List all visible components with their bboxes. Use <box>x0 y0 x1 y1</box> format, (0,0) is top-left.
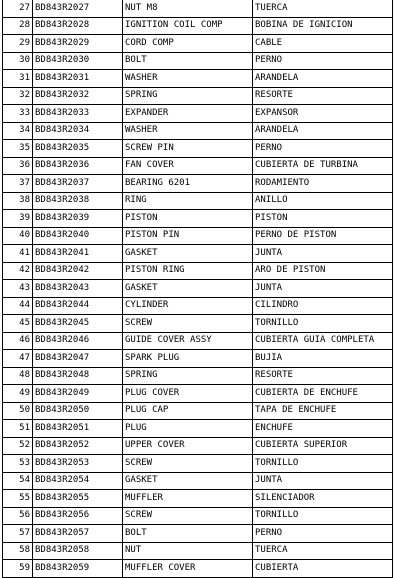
spanish-description-cell: ARANDELA <box>253 122 393 140</box>
part-code-cell: BD843R2032 <box>33 87 123 105</box>
table-row <box>3 140 393 158</box>
table-row <box>3 70 393 88</box>
english-description-cell: SCREW PIN <box>123 140 253 158</box>
part-code-cell: BD843R2037 <box>33 175 123 193</box>
table-row <box>3 175 393 193</box>
english-description-cell: FAN COVER <box>123 157 253 175</box>
english-description-cell: WASHER <box>123 70 253 88</box>
spanish-description-cell: BUJIA <box>253 350 393 368</box>
part-code-cell: BD843R2057 <box>33 525 123 543</box>
english-description-cell: GUIDE COVER ASSY <box>123 332 253 350</box>
table-row <box>3 280 393 298</box>
english-description-cell: GASKET <box>123 472 253 490</box>
spanish-description-cell: CUBIERTA <box>253 560 393 578</box>
item-number-cell: 53 <box>3 455 33 473</box>
item-number-cell: 42 <box>3 262 33 280</box>
table-row <box>3 35 393 53</box>
spanish-description-cell: CILINDRO <box>253 297 393 315</box>
table-row <box>3 192 393 210</box>
english-description-cell: RING <box>123 192 253 210</box>
table-row <box>3 17 393 35</box>
english-description-cell: PISTON <box>123 210 253 228</box>
english-description-cell: BOLT <box>123 525 253 543</box>
part-code-cell: BD843R2055 <box>33 490 123 508</box>
english-description-cell: UPPER COVER <box>123 437 253 455</box>
spanish-description-cell: JUNTA <box>253 280 393 298</box>
table-row <box>3 245 393 263</box>
spanish-description-cell: CUBIERTA DE ENCHUFE <box>253 385 393 403</box>
spanish-description-cell: RESORTE <box>253 367 393 385</box>
english-description-cell: MUFFLER COVER <box>123 560 253 578</box>
english-description-cell: SCREW <box>123 455 253 473</box>
part-code-cell: BD843R2031 <box>33 70 123 88</box>
spanish-description-cell: TORNILLO <box>253 507 393 525</box>
part-code-cell: BD843R2052 <box>33 437 123 455</box>
spanish-description-cell: PERNO <box>253 140 393 158</box>
english-description-cell: EXPANDER <box>123 105 253 123</box>
table-row <box>3 297 393 315</box>
item-number-cell: 30 <box>3 52 33 70</box>
part-code-cell: BD843R2035 <box>33 140 123 158</box>
spanish-description-cell: PERNO DE PISTON <box>253 227 393 245</box>
part-code-cell: BD843R2051 <box>33 420 123 438</box>
english-description-cell: PLUG CAP <box>123 402 253 420</box>
item-number-cell: 50 <box>3 402 33 420</box>
parts-table-body <box>3 0 393 577</box>
table-row <box>3 367 393 385</box>
table-row <box>3 455 393 473</box>
table-row <box>3 350 393 368</box>
item-number-cell: 54 <box>3 472 33 490</box>
table-row <box>3 542 393 560</box>
item-number-cell: 59 <box>3 560 33 578</box>
english-description-cell: PISTON RING <box>123 262 253 280</box>
spanish-description-cell: CABLE <box>253 35 393 53</box>
part-code-cell: BD843R2039 <box>33 210 123 228</box>
spanish-description-cell: CUBIERTA GUIA COMPLETA <box>253 332 393 350</box>
part-code-cell: BD843R2033 <box>33 105 123 123</box>
part-code-cell: BD843R2036 <box>33 157 123 175</box>
part-code-cell: BD843R2045 <box>33 315 123 333</box>
english-description-cell: SCREW <box>123 315 253 333</box>
part-code-cell: BD843R2058 <box>33 542 123 560</box>
item-number-cell: 39 <box>3 210 33 228</box>
item-number-cell: 27 <box>3 0 33 17</box>
part-code-cell: BD843R2040 <box>33 227 123 245</box>
spanish-description-cell: RESORTE <box>253 87 393 105</box>
table-row <box>3 105 393 123</box>
table-row <box>3 315 393 333</box>
part-code-cell: BD843R2054 <box>33 472 123 490</box>
item-number-cell: 49 <box>3 385 33 403</box>
item-number-cell: 40 <box>3 227 33 245</box>
part-code-cell: BD843R2050 <box>33 402 123 420</box>
part-code-cell: BD843R2048 <box>33 367 123 385</box>
spanish-description-cell: JUNTA <box>253 245 393 263</box>
english-description-cell: SPARK PLUG <box>123 350 253 368</box>
spanish-description-cell: CUBIERTA SUPERIOR <box>253 437 393 455</box>
item-number-cell: 38 <box>3 192 33 210</box>
item-number-cell: 37 <box>3 175 33 193</box>
table-row <box>3 157 393 175</box>
spanish-description-cell: ANILLO <box>253 192 393 210</box>
item-number-cell: 36 <box>3 157 33 175</box>
spanish-description-cell: BOBINA DE IGNICION <box>253 17 393 35</box>
english-description-cell: CORD COMP <box>123 35 253 53</box>
table-row <box>3 472 393 490</box>
item-number-cell: 46 <box>3 332 33 350</box>
table-row <box>3 262 393 280</box>
table-row <box>3 122 393 140</box>
english-description-cell: WASHER <box>123 122 253 140</box>
item-number-cell: 58 <box>3 542 33 560</box>
spanish-description-cell: SILENCIADOR <box>253 490 393 508</box>
part-code-cell: BD843R2038 <box>33 192 123 210</box>
table-row <box>3 87 393 105</box>
spanish-description-cell: PERNO <box>253 525 393 543</box>
spanish-description-cell: TUERCA <box>253 542 393 560</box>
item-number-cell: 31 <box>3 70 33 88</box>
table-row <box>3 560 393 578</box>
part-code-cell: BD843R2034 <box>33 122 123 140</box>
table-row <box>3 52 393 70</box>
item-number-cell: 47 <box>3 350 33 368</box>
table-row <box>3 385 393 403</box>
part-code-cell: BD843R2042 <box>33 262 123 280</box>
parts-table <box>2 0 393 578</box>
part-code-cell: BD843R2047 <box>33 350 123 368</box>
item-number-cell: 29 <box>3 35 33 53</box>
spanish-description-cell: TORNILLO <box>253 315 393 333</box>
part-code-cell: BD843R2030 <box>33 52 123 70</box>
item-number-cell: 34 <box>3 122 33 140</box>
table-row <box>3 490 393 508</box>
part-code-cell: BD843R2046 <box>33 332 123 350</box>
part-code-cell: BD843R2044 <box>33 297 123 315</box>
item-number-cell: 51 <box>3 420 33 438</box>
part-code-cell: BD843R2059 <box>33 560 123 578</box>
item-number-cell: 56 <box>3 507 33 525</box>
english-description-cell: GASKET <box>123 245 253 263</box>
item-number-cell: 33 <box>3 105 33 123</box>
part-code-cell: BD843R2028 <box>33 17 123 35</box>
spanish-description-cell: TUERCA <box>253 0 393 17</box>
item-number-cell: 55 <box>3 490 33 508</box>
item-number-cell: 57 <box>3 525 33 543</box>
item-number-cell: 48 <box>3 367 33 385</box>
table-row <box>3 507 393 525</box>
item-number-cell: 32 <box>3 87 33 105</box>
part-code-cell: BD843R2049 <box>33 385 123 403</box>
spanish-description-cell: TORNILLO <box>253 455 393 473</box>
part-code-cell: BD843R2053 <box>33 455 123 473</box>
item-number-cell: 44 <box>3 297 33 315</box>
english-description-cell: BOLT <box>123 52 253 70</box>
item-number-cell: 52 <box>3 437 33 455</box>
part-code-cell: BD843R2041 <box>33 245 123 263</box>
table-row <box>3 332 393 350</box>
item-number-cell: 28 <box>3 17 33 35</box>
english-description-cell: SPRING <box>123 367 253 385</box>
english-description-cell: SCREW <box>123 507 253 525</box>
table-row <box>3 210 393 228</box>
english-description-cell: NUT M8 <box>123 0 253 17</box>
spanish-description-cell: RODAMIENTO <box>253 175 393 193</box>
item-number-cell: 43 <box>3 280 33 298</box>
table-row <box>3 227 393 245</box>
part-code-cell: BD843R2029 <box>33 35 123 53</box>
item-number-cell: 45 <box>3 315 33 333</box>
part-code-cell: BD843R2043 <box>33 280 123 298</box>
spanish-description-cell: PISTON <box>253 210 393 228</box>
item-number-cell: 41 <box>3 245 33 263</box>
table-row <box>3 0 393 17</box>
table-row <box>3 525 393 543</box>
spanish-description-cell: EXPANSOR <box>253 105 393 123</box>
table-row <box>3 437 393 455</box>
table-row <box>3 402 393 420</box>
spanish-description-cell: TAPA DE ENCHUFE <box>253 402 393 420</box>
part-code-cell: BD843R2027 <box>33 0 123 17</box>
english-description-cell: NUT <box>123 542 253 560</box>
spanish-description-cell: CUBIERTA DE TURBINA <box>253 157 393 175</box>
english-description-cell: GASKET <box>123 280 253 298</box>
spanish-description-cell: PERNO <box>253 52 393 70</box>
spanish-description-cell: ENCHUFE <box>253 420 393 438</box>
spanish-description-cell: ARANDELA <box>253 70 393 88</box>
english-description-cell: SPRING <box>123 87 253 105</box>
english-description-cell: PLUG <box>123 420 253 438</box>
table-row <box>3 420 393 438</box>
english-description-cell: IGNITION COIL COMP <box>123 17 253 35</box>
english-description-cell: CYLINDER <box>123 297 253 315</box>
spanish-description-cell: JUNTA <box>253 472 393 490</box>
english-description-cell: BEARING 6201 <box>123 175 253 193</box>
english-description-cell: PLUG COVER <box>123 385 253 403</box>
english-description-cell: MUFFLER <box>123 490 253 508</box>
part-code-cell: BD843R2056 <box>33 507 123 525</box>
english-description-cell: PISTON PIN <box>123 227 253 245</box>
spanish-description-cell: ARO DE PISTON <box>253 262 393 280</box>
item-number-cell: 35 <box>3 140 33 158</box>
